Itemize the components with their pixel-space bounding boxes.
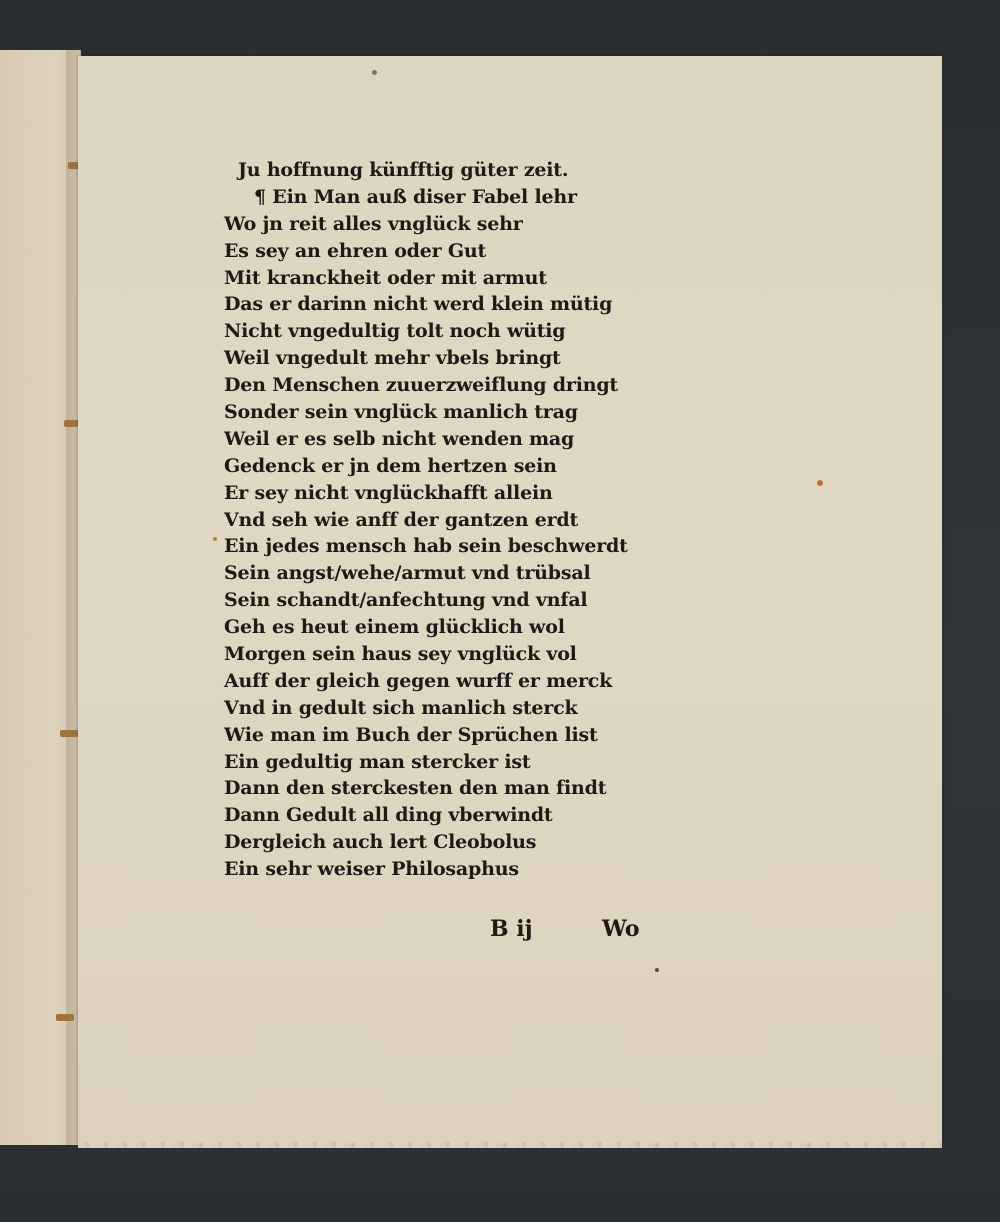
verse-line: Er sey nicht vnglückhafft allein (224, 481, 553, 504)
signature-mark: B ij (490, 916, 533, 942)
verse-text (224, 157, 664, 883)
verse-line: Den Menschen zuuerzweiflung dringt (224, 374, 618, 397)
verse-line: Ein jedes mensch hab sein beschwerdt (224, 535, 628, 558)
verse-line: Dann Gedult all ding vberwindt (224, 804, 553, 827)
paper-speck (372, 70, 377, 75)
verse-line: Dergleich auch lert Cleobolus (224, 831, 537, 854)
paper-speck (817, 480, 823, 486)
verse-line: Nicht vngedultig tolt noch wütig (224, 320, 566, 343)
verse-line: Wo jn reit alles vnglück sehr (224, 212, 523, 235)
verse-line: Vnd in gedult sich manlich sterck (224, 696, 578, 719)
verse-line: Wie man im Buch der Sprüchen list (224, 723, 598, 746)
verse-line: Sein angst/wehe/armut vnd trübsal (224, 562, 591, 585)
binding-thread-4 (56, 1014, 74, 1021)
verse-line: Dann den sterckesten den man findt (224, 777, 607, 800)
verse-line: Mit kranckheit oder mit armut (224, 266, 547, 289)
verse-line: Weil vngedult mehr vbels bringt (224, 347, 561, 370)
verse-line: Es sey an ehren oder Gut (224, 239, 487, 262)
paper-speck (213, 537, 217, 541)
verse-line: Gedenck er jn dem hertzen sein (224, 454, 557, 477)
verse-line: Sein schandt/anfechtung vnd vnfal (224, 589, 588, 612)
paper-speck (655, 968, 659, 972)
verse-line: Ein gedultig man stercker ist (224, 750, 531, 773)
verse-line: Das er darinn nicht werd klein mütig (224, 293, 613, 316)
verse-line: Sonder sein vnglück manlich trag (224, 401, 578, 424)
verse-line: Morgen sein haus sey vnglück vol (224, 643, 577, 666)
catchword: Wo (602, 916, 640, 942)
verse-line: Geh es heut einem glücklich wol (224, 616, 565, 639)
verse-line: Vnd seh wie anff der gantzen erdt (224, 508, 579, 531)
verse-line: Auff der gleich gegen wurff er merck (224, 669, 613, 692)
binding-thread-3 (60, 730, 78, 737)
verse-line: Ein sehr weiser Philosaphus (224, 858, 519, 881)
verse-line: Ju hoffnung künfftig güter zeit. (238, 159, 569, 181)
verse-line: Weil er es selb nicht wenden mag (224, 427, 575, 450)
verse-line: ¶ Ein Man auß diser Fabel lehr (254, 185, 577, 208)
